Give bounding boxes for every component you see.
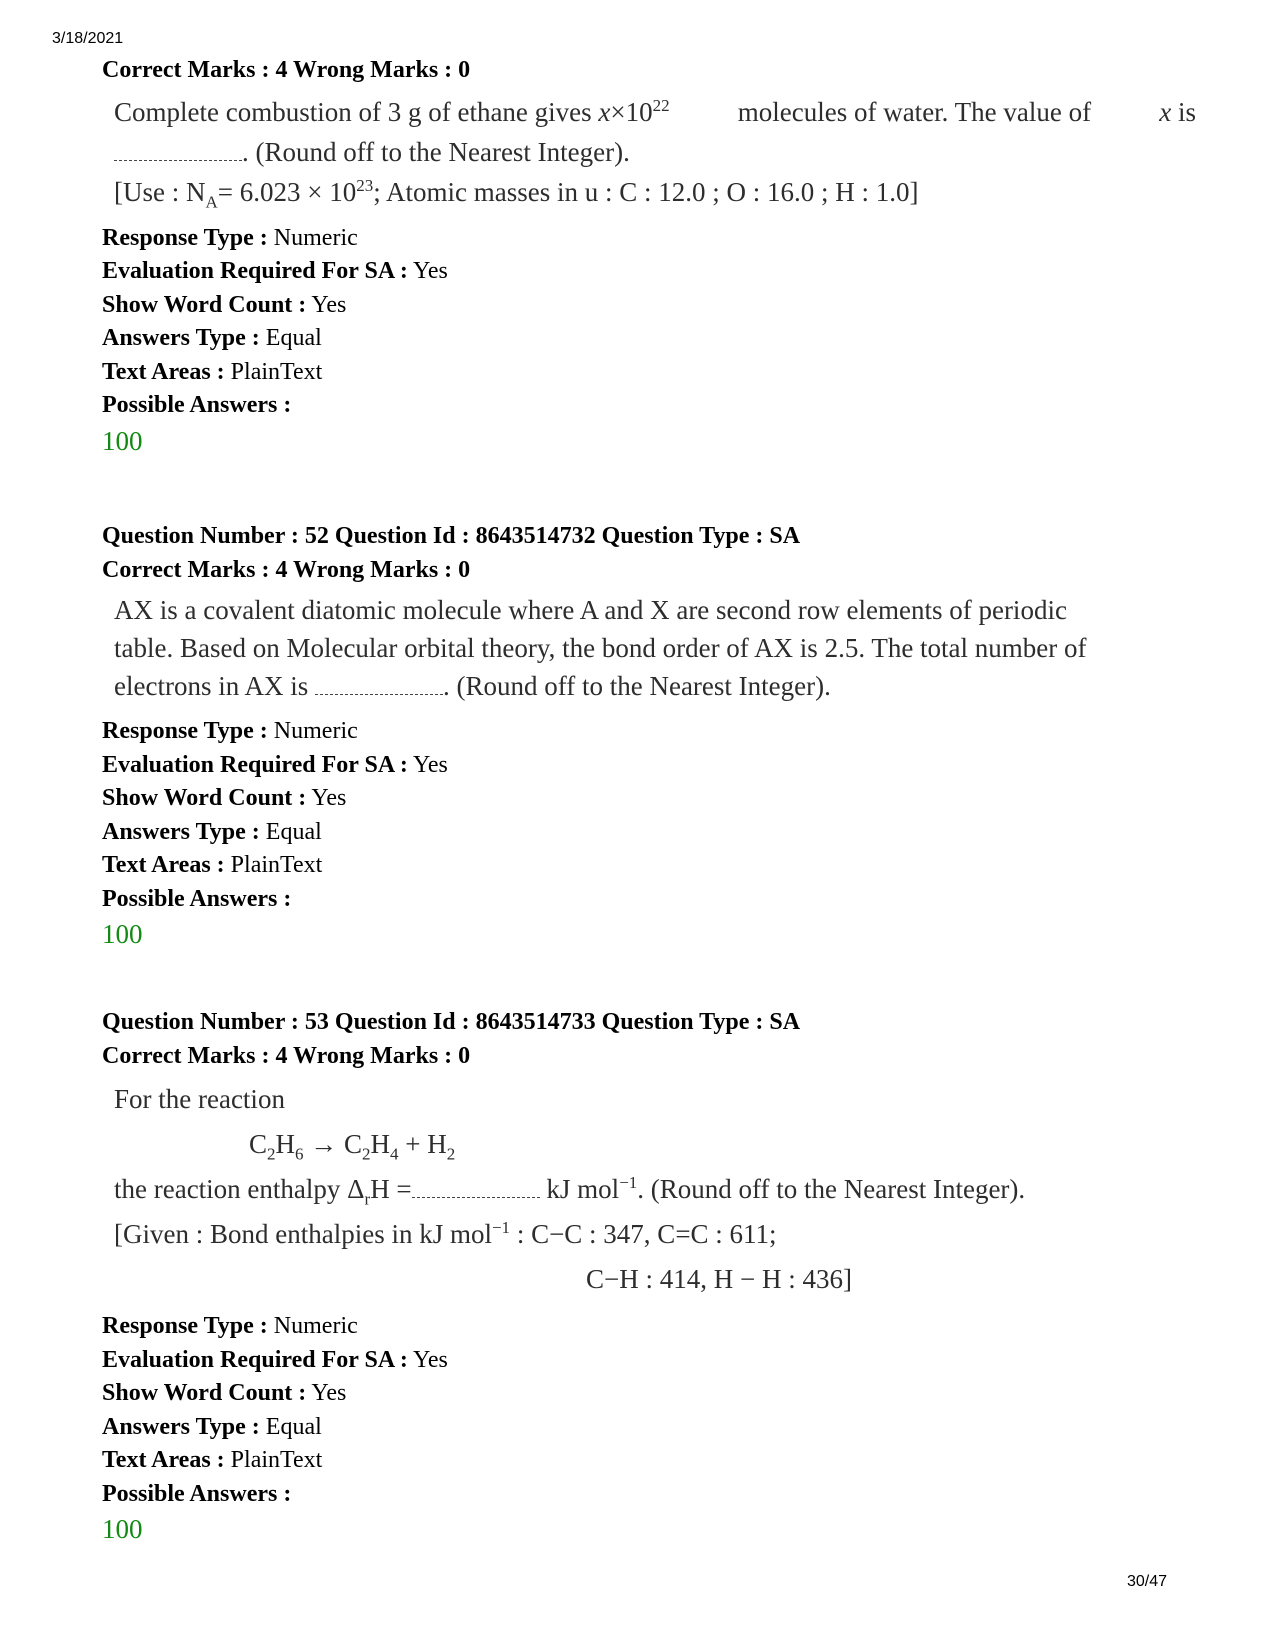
question-52 [102,520,1212,952]
response-type-row: Response Type : Numeric [102,224,358,251]
question-53 [102,1006,1212,1547]
question-51 [102,54,1212,459]
possible-answers-label: Possible Answers : [102,885,292,912]
word-count-row: Show Word Count : Yes [102,291,347,318]
question-line-1: For the reaction [114,1084,285,1114]
possible-answers-label: Possible Answers : [102,1480,292,1507]
answer-blank [315,674,443,695]
answers-type-row: Answers Type : Equal [102,1413,322,1440]
answer-blank [412,1177,540,1198]
meta-fields [102,1310,1212,1547]
answers-type-row: Answers Type : Equal [102,325,322,351]
question-line-3: electrons in AX is . (Round off to the Nearest Integer). [114,671,831,701]
word-count-row: Show Word Count : Yes [102,785,347,811]
meta-fields [102,222,1212,459]
answers-type-row: Answers Type : Equal [102,818,322,845]
word-count-row: Show Word Count : Yes [102,1380,347,1406]
answer-blank [114,140,242,161]
possible-answer-value: 100 [102,1514,143,1544]
question-line-1: Complete combustion of 3 g of ethane gives $x\times 10^{22}$ molecules of water. The value of x is [114,95,1196,127]
question-line-3: [Use : $N_A= 6.023 \times 10^{23}$; Atomic masses in u : C : 12.0 ; O : 16.0 ; H : 1.0] [114,175,919,211]
page-number: 30/47 [1126,1573,1167,1590]
possible-answers-label: Possible Answers : [102,392,292,418]
print-date: 3/18/2021 [52,30,124,47]
evaluation-row: Evaluation Required For SA : Yes [102,1346,448,1373]
question-text [102,1077,1212,1302]
meta-fields [102,715,1212,952]
text-areas-row: Text Areas : PlainText [102,358,323,385]
question-line-4: [Given : Bond enthalpies in kJ mol$^{-1}$ : C−C : 347, C=C : 611; [114,1218,777,1249]
question-line-1: AX is a covalent diatomic molecule where A and X are second row elements of periodic [114,595,1067,625]
evaluation-row: Evaluation Required For SA : Yes [102,751,448,778]
response-type-row: Response Type : Numeric [102,1313,358,1339]
marks-line: Correct Marks : 4 Wrong Marks : 0 [102,556,471,583]
possible-answer-value: 100 [102,425,143,456]
question-line-5: C−H : 414, H − H : 436] [586,1264,852,1294]
text-areas-row: Text Areas : PlainText [102,852,323,878]
response-type-row: Response Type : Numeric [102,718,358,744]
question-line-3: the reaction enthalpy $\Delta_rH$ = kJ mol$^{-1}$. (Round off to the Nearest Integer). [114,1173,1026,1209]
question-header: Question Number : 52 Question Id : 8643514732 Question Type : SA [102,523,801,549]
evaluation-row: Evaluation Required For SA : Yes [102,258,448,284]
reaction-equation: $C_2H_6 \to C_2H_4 + H_2$ [249,1129,456,1164]
question-text [102,591,1212,705]
question-line-2: . (Round off to the Nearest Integer). [114,132,1212,172]
question-line-2: table. Based on Molecular orbital theory, the bond order of AX is 2.5. The total number of [114,633,1087,663]
possible-answer-value: 100 [102,919,143,949]
question-header: Question Number : 53 Question Id : 8643514733 Question Type : SA [102,1009,801,1035]
marks-line: Correct Marks : 4 Wrong Marks : 0 [102,1042,471,1069]
marks-line: Correct Marks : 4 Wrong Marks : 0 [102,57,471,83]
text-areas-row: Text Areas : PlainText [102,1447,323,1473]
question-text [102,92,1212,212]
